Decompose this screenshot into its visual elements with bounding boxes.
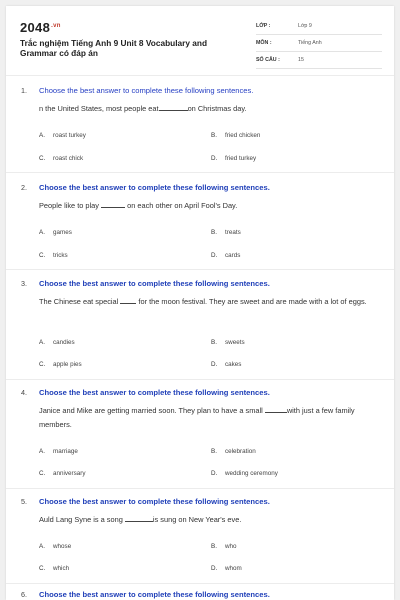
option-text: anniversary — [53, 470, 86, 477]
question-prompt: Choose the best answer to complete these following sentences. — [39, 279, 270, 288]
option-text: tricks — [53, 252, 68, 259]
answer-blank — [120, 302, 136, 304]
question-divider — [6, 379, 394, 380]
option-c[interactable] — [39, 565, 69, 572]
question-text-after: for the moon festival. They are sweet and are made with a lot of eggs. — [138, 297, 367, 306]
option-letter: C. — [39, 565, 46, 572]
question-prompt: Choose the best answer to complete these following sentences. — [39, 497, 270, 506]
option-text: candies — [53, 339, 75, 346]
question-text — [39, 513, 379, 527]
option-letter: D. — [211, 470, 218, 477]
option-text: sweets — [225, 339, 245, 346]
option-text: fried turkey — [225, 155, 257, 162]
question-number: 1. — [21, 86, 27, 95]
option-letter: C. — [39, 252, 46, 259]
option-letter: C. — [39, 470, 46, 477]
option-a[interactable] — [39, 448, 78, 455]
option-text: fried chicken — [225, 132, 261, 139]
answer-blank — [159, 109, 188, 111]
option-d[interactable] — [211, 361, 241, 368]
question-number: 2. — [21, 183, 27, 192]
option-c[interactable] — [39, 155, 83, 162]
meta-table — [256, 18, 382, 69]
option-text: wedding ceremony — [225, 470, 278, 477]
option-letter: A. — [39, 132, 45, 139]
header-divider — [6, 75, 394, 76]
option-letter: B. — [211, 543, 217, 550]
option-letter: B. — [211, 229, 217, 236]
option-d[interactable] — [211, 470, 278, 477]
question-number: 3. — [21, 279, 27, 288]
quiz-page — [6, 6, 394, 600]
option-letter: A. — [39, 229, 45, 236]
question-divider — [6, 583, 394, 584]
question-prompt: Choose the best answer to complete these following sentences. — [39, 590, 270, 599]
meta-value: 15 — [298, 57, 304, 63]
option-b[interactable] — [211, 543, 237, 550]
option-text: marriage — [53, 448, 78, 455]
option-b[interactable] — [211, 448, 256, 455]
option-text: roast chick — [53, 155, 84, 162]
option-letter: D. — [211, 252, 218, 259]
option-letter: D. — [211, 565, 218, 572]
question-divider — [6, 172, 394, 173]
question-text-after: is sung on New Year's eve. — [152, 515, 242, 524]
option-a[interactable] — [39, 543, 71, 550]
option-letter: B. — [211, 132, 217, 139]
meta-value: Tiếng Anh — [298, 40, 322, 46]
option-c[interactable] — [39, 470, 86, 477]
question-text-before: The Chinese eat special — [39, 297, 119, 306]
option-c[interactable] — [39, 361, 82, 368]
option-text: who — [225, 543, 237, 550]
option-a[interactable] — [39, 229, 72, 236]
logo-text: 2048 — [20, 20, 51, 35]
question-text-after: with just a few family members. — [39, 406, 355, 429]
question-text-before: n the United States, most people eat — [39, 104, 159, 113]
option-text: cakes — [225, 361, 242, 368]
question-prompt: Choose the best answer to complete these following sentences. — [39, 388, 270, 397]
option-b[interactable] — [211, 132, 260, 139]
option-a[interactable] — [39, 132, 86, 139]
option-text: whose — [53, 543, 72, 550]
option-text: celebration — [225, 448, 256, 455]
question-number: 6. — [21, 590, 27, 599]
option-letter: A. — [39, 543, 45, 550]
site-logo[interactable] — [20, 20, 61, 35]
meta-key: SỐ CÂU : — [256, 57, 280, 63]
meta-row-subject — [256, 35, 382, 52]
option-b[interactable] — [211, 229, 241, 236]
question-text-after: on Christmas day. — [187, 104, 247, 113]
option-letter: C. — [39, 361, 46, 368]
answer-blank — [125, 520, 153, 522]
option-text: games — [53, 229, 72, 236]
question-text-before: Auld Lang Syne is a song — [39, 515, 123, 524]
question-number: 5. — [21, 497, 27, 506]
meta-key: MÔN : — [256, 40, 272, 46]
option-b[interactable] — [211, 339, 245, 346]
question-text — [39, 295, 379, 309]
option-letter: A. — [39, 448, 45, 455]
question-text — [39, 102, 379, 116]
option-d[interactable] — [211, 565, 242, 572]
question-text — [39, 404, 379, 432]
option-text: whom — [225, 565, 242, 572]
option-d[interactable] — [211, 155, 256, 162]
question-text-after: on each other on April Fool's Day. — [127, 201, 238, 210]
option-letter: B. — [211, 339, 217, 346]
option-c[interactable] — [39, 252, 68, 259]
logo-suffix: .vn — [51, 22, 61, 29]
option-text: roast turkey — [53, 132, 86, 139]
answer-blank — [101, 206, 125, 208]
meta-row-class — [256, 18, 382, 35]
question-text — [39, 199, 379, 213]
answer-blank — [265, 411, 287, 413]
option-letter: A. — [39, 339, 45, 346]
question-prompt: Choose the best answer to complete these following sentences. — [39, 183, 270, 192]
option-a[interactable] — [39, 339, 75, 346]
option-text: apple pies — [53, 361, 82, 368]
meta-key: LỚP : — [256, 23, 271, 29]
question-divider — [6, 488, 394, 489]
question-text-before: People like to play — [39, 201, 99, 210]
option-text: treats — [225, 229, 241, 236]
option-text: which — [53, 565, 70, 572]
option-text: cards — [225, 252, 241, 259]
question-prompt: Choose the best answer to complete these following sentences. — [39, 86, 254, 95]
page-title: Trắc nghiệm Tiếng Anh 9 Unit 8 Vocabulary and Grammar có đáp án — [20, 38, 208, 58]
option-letter: D. — [211, 155, 218, 162]
option-letter: B. — [211, 448, 217, 455]
meta-row-count — [256, 52, 382, 69]
question-number: 4. — [21, 388, 27, 397]
option-letter: C. — [39, 155, 46, 162]
question-text-before: Janice and Mike are getting married soon. They plan to have a small — [39, 406, 263, 415]
question-divider — [6, 269, 394, 270]
page-header — [20, 16, 382, 76]
option-d[interactable] — [211, 252, 240, 259]
option-letter: D. — [211, 361, 218, 368]
meta-value: Lớp 9 — [298, 23, 312, 29]
